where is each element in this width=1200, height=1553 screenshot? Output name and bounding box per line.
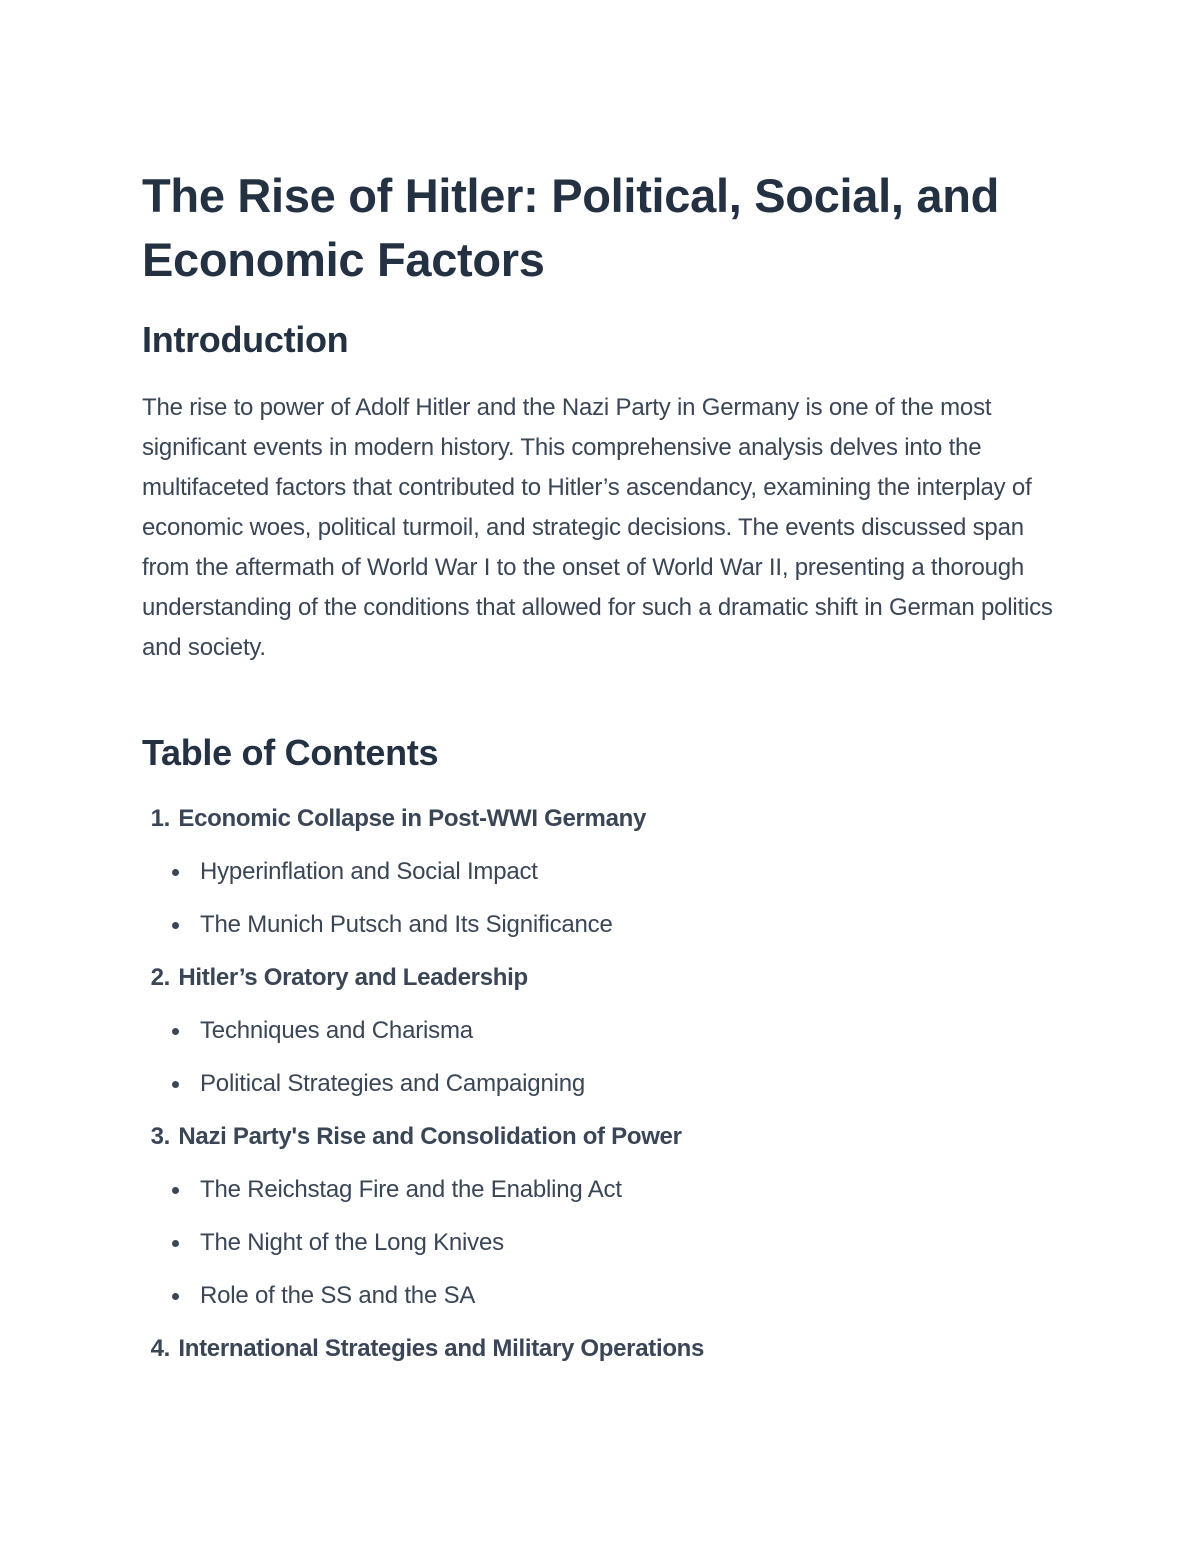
toc-section-title: Nazi Party's Rise and Consolidation of Power bbox=[178, 1123, 682, 1150]
toc-section-heading bbox=[142, 1330, 1062, 1368]
toc-subsection-list bbox=[142, 853, 1062, 944]
toc-section-title: Hitler’s Oratory and Leadership bbox=[178, 964, 528, 991]
toc-subsection-item bbox=[142, 1171, 1062, 1209]
toc-section-number: 4. bbox=[150, 1335, 170, 1362]
toc-subsection-label: Hyperinflation and Social Impact bbox=[200, 858, 538, 885]
toc-subsection-item bbox=[142, 1012, 1062, 1050]
toc-subsection-label: The Munich Putsch and Its Significance bbox=[200, 911, 613, 938]
bullet-icon bbox=[172, 1240, 179, 1247]
toc-subsection-label: Techniques and Charisma bbox=[200, 1017, 473, 1044]
toc-subsection-label: The Reichstag Fire and the Enabling Act bbox=[200, 1176, 622, 1203]
introduction-paragraph: The rise to power of Adolf Hitler and the Nazi Party in Germany is one of the most significant events in modern history. This comprehensive analysis delves into the multifaceted factors that contributed to Hitler’s ascendancy, examining the interplay of economic woes, political turmoil, and strategic decisions. The events discussed span from the aftermath of World War I to the onset of World War II, presenting a thorough understanding of the conditions that allowed for such a dramatic shift in German politics and society. bbox=[142, 394, 1053, 661]
toc-subsection-item bbox=[142, 906, 1062, 944]
toc-subsection-label: Political Strategies and Campaigning bbox=[200, 1070, 586, 1097]
toc-subsection-item bbox=[142, 1065, 1062, 1103]
bullet-icon bbox=[172, 869, 179, 876]
introduction-heading: Introduction bbox=[142, 319, 349, 360]
bullet-icon bbox=[172, 1081, 179, 1088]
bullet-icon bbox=[172, 1187, 179, 1194]
toc-section-title: International Strategies and Military Operations bbox=[178, 1335, 705, 1362]
document-title: The Rise of Hitler: Political, Social, and Economic Factors bbox=[142, 169, 1000, 286]
toc-section-heading bbox=[142, 800, 1062, 838]
bullet-icon bbox=[172, 1293, 179, 1300]
toc-section bbox=[142, 1118, 1062, 1315]
toc-subsection-item bbox=[142, 1277, 1062, 1315]
bullet-icon bbox=[172, 1028, 179, 1035]
toc-subsection-label: Role of the SS and the SA bbox=[200, 1282, 476, 1309]
toc-subsection-item bbox=[142, 853, 1062, 891]
table-of-contents-heading: Table of Contents bbox=[142, 732, 439, 773]
toc-section-title: Economic Collapse in Post-WWI Germany bbox=[178, 805, 647, 832]
toc-section-heading bbox=[142, 959, 1062, 997]
toc-subsection-label: The Night of the Long Knives bbox=[200, 1229, 504, 1256]
toc-subsection-list bbox=[142, 1012, 1062, 1103]
toc-section bbox=[142, 959, 1062, 1103]
toc-section bbox=[142, 800, 1062, 944]
bullet-icon bbox=[172, 922, 179, 929]
toc-section bbox=[142, 1330, 1062, 1368]
toc-section-number: 1. bbox=[150, 805, 170, 832]
toc-section-number: 3. bbox=[150, 1123, 170, 1150]
toc-section-heading bbox=[142, 1118, 1062, 1156]
table-of-contents bbox=[142, 800, 1062, 1368]
toc-section-number: 2. bbox=[150, 964, 170, 991]
toc-subsection-item bbox=[142, 1224, 1062, 1262]
toc-subsection-list bbox=[142, 1171, 1062, 1315]
